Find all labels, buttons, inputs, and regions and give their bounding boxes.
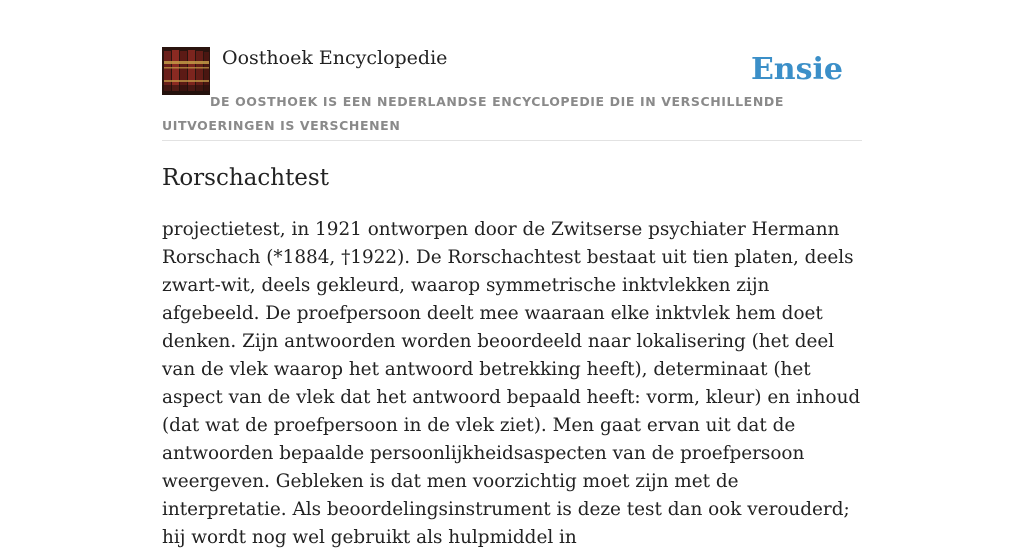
article-title: Rorschachtest (162, 165, 329, 191)
encyclopedia-books-image (162, 47, 210, 95)
source-title[interactable]: Oosthoek Encyclopedie (222, 47, 448, 69)
ensie-logo-link[interactable]: Ensie (750, 52, 843, 87)
article-body: projectietest, in 1921 ontworpen door de Zwitserse psychiater Hermann Rorschach (*1884, †1922). De Rorschachtest bestaat uit tien platen, deels zwart-wit, deels gekleurd, waarop symmetrische inktvlekken zijn afgebeeld. De proefpersoon deelt mee waaraan elke inktvlek hem doet denken. Zijn antwoorden worden beoordeeld naar lokalisering (het deel van de vlek waarop het antwoord betrekking heeft), determinaat (het aspect van de vlek dat het antwoord bepaald heeft: vorm, kleur) en inhoud (dat wat de proefpersoon in de vlek ziet). Men gaat ervan uit dat de antwoorden bepaalde persoonlijkheidsaspecten van de proefpersoon weergeven. Gebleken is dat men voorzichtig moet zijn met de interpretatie. Als beoordelingsinstrument is deze test dan ook verouderd; hij wordt nog wel gebruikt als hulpmiddel in (162, 219, 861, 548)
source-avatar[interactable] (162, 47, 210, 95)
source-header (162, 46, 862, 141)
source-description: DE OOSTHOEK IS EEN NEDERLANDSE ENCYCLOPEDIE DIE IN VERSCHILLENDE UITVOERINGEN IS VERSCHENEN (162, 94, 784, 133)
